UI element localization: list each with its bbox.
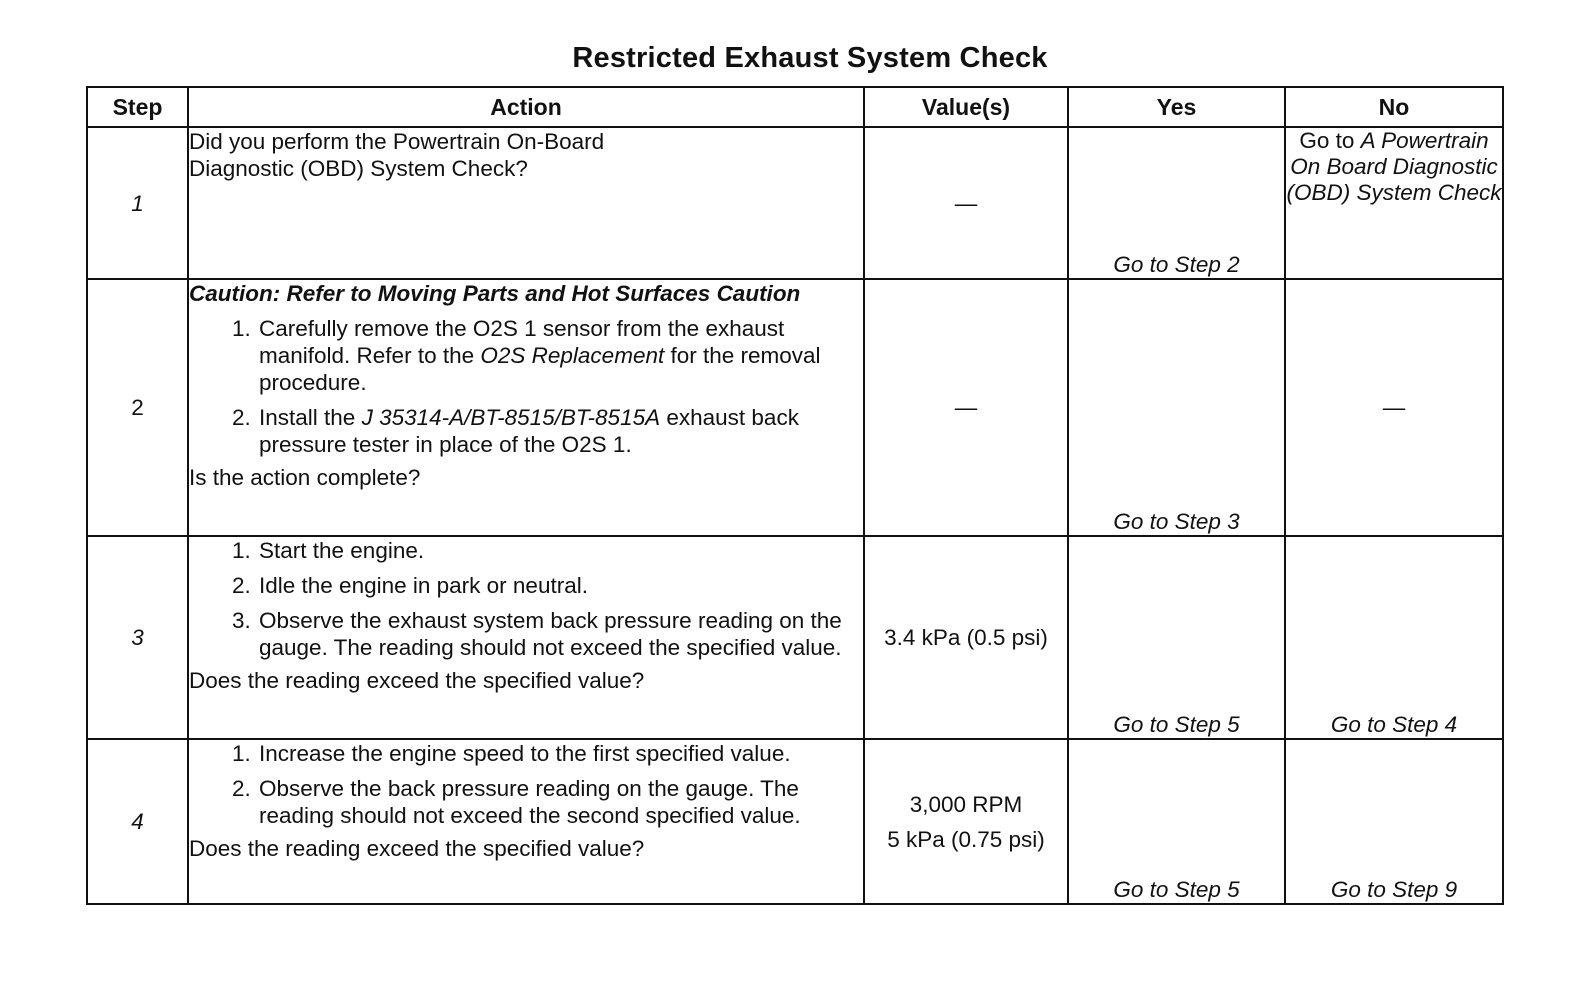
header-action: Action	[188, 87, 864, 127]
header-no: No	[1285, 87, 1503, 127]
diagnostic-table	[86, 86, 1504, 905]
yes-cell: Go to Step 5	[1068, 536, 1285, 739]
value-cell: —	[864, 279, 1068, 536]
action-question: Does the reading exceed the specified value?	[189, 668, 645, 693]
action-question: Is the action complete?	[189, 465, 421, 490]
no-prefix: Go to	[1299, 128, 1361, 153]
table-row	[87, 536, 1503, 739]
action-step-item: 2. Install the J 35314-A/BT-8515/BT-8515A exhaust back pressure tester in place of the O2S 1.	[257, 404, 863, 458]
yes-cell: Go to Step 2	[1068, 127, 1285, 279]
no-cell: —	[1285, 279, 1503, 536]
step-number: 3	[87, 536, 188, 739]
action-step-item: 1. Start the engine.	[257, 537, 863, 564]
action-cell	[188, 739, 864, 904]
action-question: Does the reading exceed the specified value?	[189, 836, 645, 861]
document-title: Restricted Exhaust System Check	[572, 42, 1048, 74]
no-cell: Go to Step 4	[1285, 536, 1503, 739]
no-reference: A Powertrain On Board Diagnostic (OBD) System Check	[1286, 128, 1502, 205]
action-cell	[188, 127, 864, 279]
caution-text: Caution: Refer to Moving Parts and Hot Surfaces Caution	[189, 281, 801, 306]
no-cell: Go to Step 9	[1285, 739, 1503, 904]
yes-cell: Go to Step 5	[1068, 739, 1285, 904]
action-text: Did you perform the Powertrain On-Board Diagnostic (OBD) System Check?	[189, 129, 605, 181]
action-step-item: 3. Observe the exhaust system back pressure reading on the gauge. The reading should not exceed the specified value.	[257, 607, 863, 661]
value-line: 3,000 RPM	[909, 791, 1023, 817]
action-steps	[189, 315, 863, 458]
table-row	[87, 739, 1503, 904]
action-steps	[189, 537, 863, 661]
action-step-item: 2. Idle the engine in park or neutral.	[257, 572, 863, 599]
value-cell: —	[864, 127, 1068, 279]
value-line: 5 kPa (0.75 psi)	[887, 826, 1045, 852]
header-yes: Yes	[1068, 87, 1285, 127]
yes-cell: Go to Step 3	[1068, 279, 1285, 536]
step-number: 4	[87, 739, 188, 904]
header-row	[87, 87, 1503, 127]
table-row	[87, 127, 1503, 279]
value-cell	[864, 739, 1068, 904]
value-cell: 3.4 kPa (0.5 psi)	[864, 536, 1068, 739]
action-step-item: 2. Observe the back pressure reading on the gauge. The reading should not exceed the second specified value.	[257, 775, 863, 829]
action-step-item: 1. Increase the engine speed to the first specified value.	[257, 740, 863, 767]
no-cell	[1285, 127, 1503, 279]
procedure-reference: O2S Replacement	[480, 343, 665, 368]
tool-reference: J 35314-A/BT-8515/BT-8515A	[361, 405, 661, 430]
action-steps	[189, 740, 863, 829]
header-values: Value(s)	[864, 87, 1068, 127]
action-cell	[188, 279, 864, 536]
action-step-item: 1. Carefully remove the O2S 1 sensor from the exhaust manifold. Refer to the O2S Replacement for the removal procedure.	[257, 315, 863, 396]
step-number: 2	[87, 279, 188, 536]
header-step: Step	[87, 87, 188, 127]
step-number: 1	[87, 127, 188, 279]
table-row	[87, 279, 1503, 536]
action-cell	[188, 536, 864, 739]
